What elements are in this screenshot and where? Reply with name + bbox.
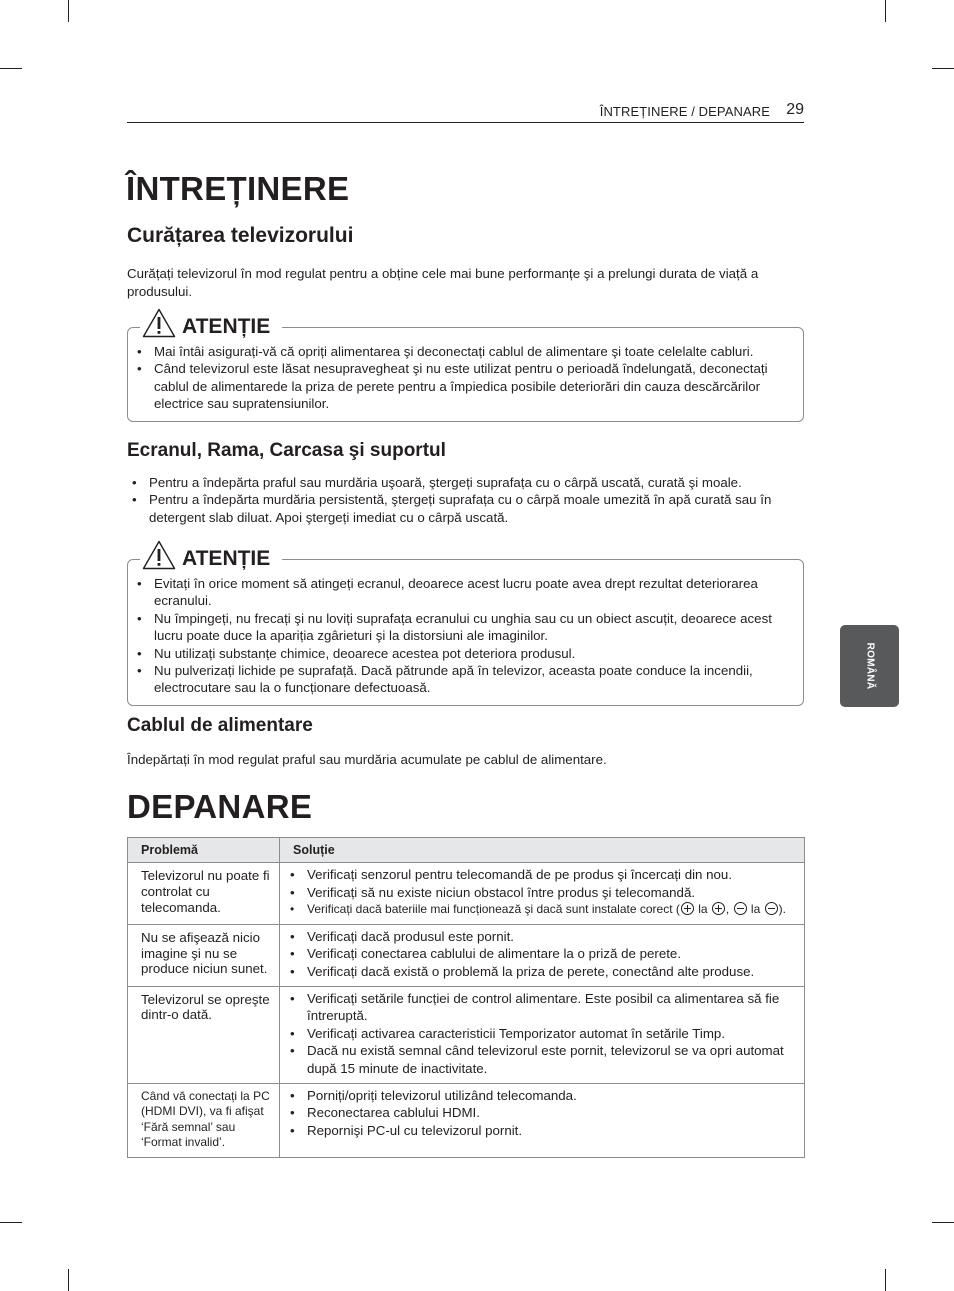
list-item: • Evitați în orice moment să atingeți ecranul, deoarece acest lucru poate avea drept rezultat deteriorarea ecranului.: [136, 575, 789, 610]
warning-icon: [142, 308, 176, 338]
battery-note-text: ,: [725, 902, 733, 917]
solution-cell: [280, 986, 805, 1083]
table-row: [128, 863, 805, 925]
table-row: [128, 1083, 805, 1157]
list-item: • Pentru a îndepărta murdăria persistentă, ştergeți suprafața cu o cârpă moale umezită în apă curată sau în detergent slab diluat. Apoi ştergeți imediat cu o cârpă uscată.: [131, 491, 807, 526]
list-item: • Porniți/opriți televizorul utilizând telecomanda.: [289, 1087, 794, 1105]
running-header: [127, 101, 804, 123]
caution-header: [140, 308, 282, 338]
minus-symbol-icon: [765, 902, 778, 915]
solution-cell: [280, 1083, 805, 1157]
problem-cell: Televizorul se opreşte dintr-o dată.: [128, 986, 280, 1083]
cleaning-intro: Curățați televizorul în mod regulat pentru a obține cele mai bune performanțe şi a prelungi durata de viață a produsului.: [127, 266, 759, 299]
list-item: • Nu împingeți, nu frecați şi nu loviți suprafața ecranului cu unghia sau cu un obiect ascuțit, deoarece acest lucru poate duce la apariția zgârieturi şi la distorsiuni ale imaginilor.: [136, 610, 789, 645]
battery-note: [289, 901, 794, 919]
caution-list: [136, 575, 789, 697]
list-item: • Pentru a îndepărta praful sau murdăria uşoară, ştergeți suprafața cu o cârpă uscată, curată şi moale.: [131, 474, 807, 491]
list-item: • Verificați dacă există o problemă la priza de perete, conectând alte produse.: [289, 963, 794, 981]
troubleshooting-title: DEPANARE: [127, 788, 313, 825]
list-item: • Mai întâi asigurați-vă că opriți alimentarea şi deconectați cablul de alimentare şi toate celelalte cabluri.: [136, 343, 789, 360]
plus-symbol-icon: [712, 902, 725, 915]
caution-label: ATENȚIE: [182, 315, 271, 338]
language-tab-label: ROMÂNĂ: [864, 642, 875, 690]
table-row: [128, 924, 805, 986]
solution-cell: [280, 924, 805, 986]
list-item: • Reconectarea cablului HDMI.: [289, 1104, 794, 1122]
list-item: • Verificați să nu existe niciun obstacol între produs şi telecomandă.: [289, 884, 794, 902]
solution-list: [289, 866, 794, 919]
screen-list: [131, 474, 807, 526]
crop-mark: [932, 1222, 954, 1223]
caution-box: [127, 547, 804, 706]
language-tab: [840, 625, 899, 707]
battery-note-text: la: [747, 902, 764, 917]
battery-note-text: ).: [778, 902, 786, 917]
plus-symbol-icon: [681, 902, 694, 915]
list-item: • Verificați activarea caracteristicii Temporizator automat în setările Timp.: [289, 1025, 794, 1043]
caution-box: [127, 315, 804, 422]
problem-cell: Când vă conectați la PC (HDMI DVI), va fi afişat ‘Fără semnal’ sau ‘Format invalid’.: [128, 1083, 280, 1157]
solution-list: [289, 1087, 794, 1140]
cable-text: Îndepărtați în mod regulat praful sau murdăria acumulate pe cablul de alimentare.: [127, 752, 607, 767]
list-item: • Verificați conectarea cablului de alimentare la o priză de perete.: [289, 945, 794, 963]
caution-list: [136, 343, 789, 413]
crop-mark: [68, 0, 69, 22]
list-item: • Verificați setările funcției de control alimentare. Este posibil ca alimentarea să fie întreruptă.: [289, 990, 794, 1025]
minus-symbol-icon: [734, 902, 747, 915]
problem-cell: Televizorul nu poate fi controlat cu telecomanda.: [128, 863, 280, 925]
list-item: • Dacă nu există semnal când televizorul este pornit, televizorul se va opri automat după 15 minute de inactivitate.: [289, 1042, 794, 1077]
list-item: • Când televizorul este lăsat nesupravegheat şi nu este utilizat pentru o perioadă îndelungată, deconectați cablul de alimentarede la priza de perete pentru a împiedica posibile deteriorări din cauza descărcărilor electrice sau supratensiunilor.: [136, 360, 789, 412]
screen-heading: Ecranul, Rama, Carcasa şi suportul: [127, 440, 446, 461]
cable-heading: Cablul de alimentare: [127, 715, 313, 736]
troubleshooting-table: [127, 837, 805, 1158]
caution-label: ATENȚIE: [182, 547, 271, 570]
solution-list: [289, 990, 794, 1078]
battery-note-text: la: [694, 902, 711, 917]
solution-cell: [280, 863, 805, 925]
crop-mark: [68, 1269, 69, 1291]
caution-header: [140, 540, 282, 570]
cleaning-heading: Curățarea televizorului: [127, 224, 354, 247]
crop-mark: [0, 68, 22, 69]
crop-mark: [0, 1222, 22, 1223]
crop-mark: [932, 68, 954, 69]
battery-note-text: Verificați dacă bateriile mai funcționează şi dacă sunt instalate corect (: [307, 902, 680, 917]
problem-cell: Nu se afişează nicio imagine şi nu se produce niciun sunet.: [128, 924, 280, 986]
table-header-row: [128, 838, 805, 863]
page-number: 29: [786, 101, 804, 118]
column-header-problem: Problemă: [128, 838, 280, 863]
maintenance-title: ÎNTREȚINERE: [126, 170, 350, 207]
list-item: • Verificați dacă produsul este pornit.: [289, 928, 794, 946]
column-header-solution: Soluție: [280, 838, 805, 863]
warning-icon: [142, 540, 176, 570]
solution-list: [289, 928, 794, 981]
list-item: • Repornişi PC-ul cu televizorul pornit.: [289, 1122, 794, 1140]
table-row: [128, 986, 805, 1083]
header-section-title: ÎNTREȚINERE / DEPANARE: [599, 104, 770, 119]
list-item: • Nu utilizați substanțe chimice, deoarece acestea pot deteriora produsul.: [136, 645, 789, 662]
list-item: • Nu pulverizați lichide pe suprafață. Dacă pătrunde apă în televizor, aceasta poate conduce la incendii, electrocutare sau la o funcționare defectuoasă.: [136, 662, 789, 697]
crop-mark: [885, 1269, 886, 1291]
list-item: • Verificați senzorul pentru telecomandă de pe produs şi încercați din nou.: [289, 866, 794, 884]
crop-mark: [885, 0, 886, 22]
